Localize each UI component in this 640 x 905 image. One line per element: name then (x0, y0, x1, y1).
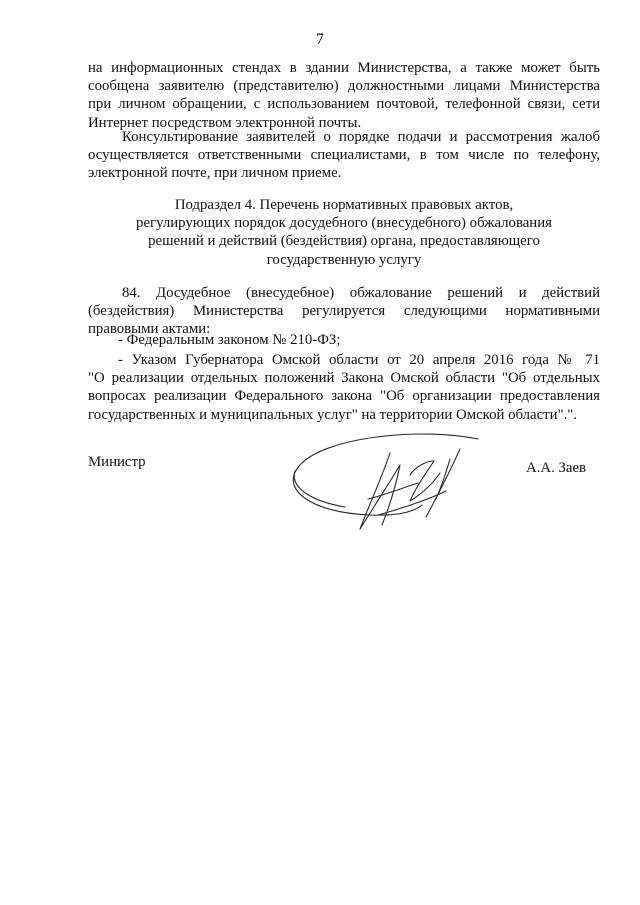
text-line: Интернет посредством электронной почты. (88, 114, 362, 131)
signatory-name: А.А. Заев (526, 460, 587, 476)
paragraph-84 (88, 284, 600, 339)
text-line: - Указом Губернатора Омской области от 20 апреля 2016 года № 71 (118, 352, 600, 368)
signatory-position: Министр (88, 454, 146, 470)
text-line: Консультирование заявителей о порядке подачи и рассмотрения жалоб (122, 129, 600, 145)
text-line: (бездействия) Министерства регулируется следующими нормативными (88, 303, 600, 320)
page-number: 7 (316, 31, 324, 48)
handwritten-signature (250, 425, 500, 545)
text-line: 84. Досудебное (внесудебное) обжалование решений и действий (122, 285, 600, 301)
text-line: государственных и муниципальных услуг" на территории Омской области".". (88, 406, 578, 423)
text-line: правовыми актами: (88, 321, 211, 338)
text-line: осуществляется ответственными специалистами, в том числе по телефону, (88, 147, 600, 164)
heading-line: регулирующих порядок досудебного (внесудебного) обжалования (136, 215, 552, 232)
text-line: сообщена заявителю (представителю) должностными лицами Министерства (88, 78, 600, 95)
text-line: при личном обращении, с использованием почтовой, телефонной связи, сети (88, 96, 600, 113)
text-line: на информационных стендах в здании Министерства, а также может быть (88, 60, 600, 76)
text-line: вопросах реализации Федерального закона "Об организации предоставления (88, 388, 600, 405)
list-item-governor-decree (88, 351, 600, 424)
heading-line: государственную услугу (266, 251, 422, 268)
text-line: электронной почте, при личном приеме. (88, 165, 342, 182)
heading-line: Подраздел 4. Перечень нормативных правовых актов, (174, 197, 514, 213)
text-line: "О реализации отдельных положений Закона Омской области "Об отдельных (88, 370, 600, 387)
heading-line: решений и действий (бездействия) органа, предоставляющего (148, 233, 540, 250)
subsection-heading (88, 196, 600, 269)
paragraph-info-stands (88, 59, 600, 132)
paragraph-consulting (88, 128, 600, 183)
list-item-federal-law: - Федеральным законом № 210-ФЗ; (118, 332, 341, 348)
